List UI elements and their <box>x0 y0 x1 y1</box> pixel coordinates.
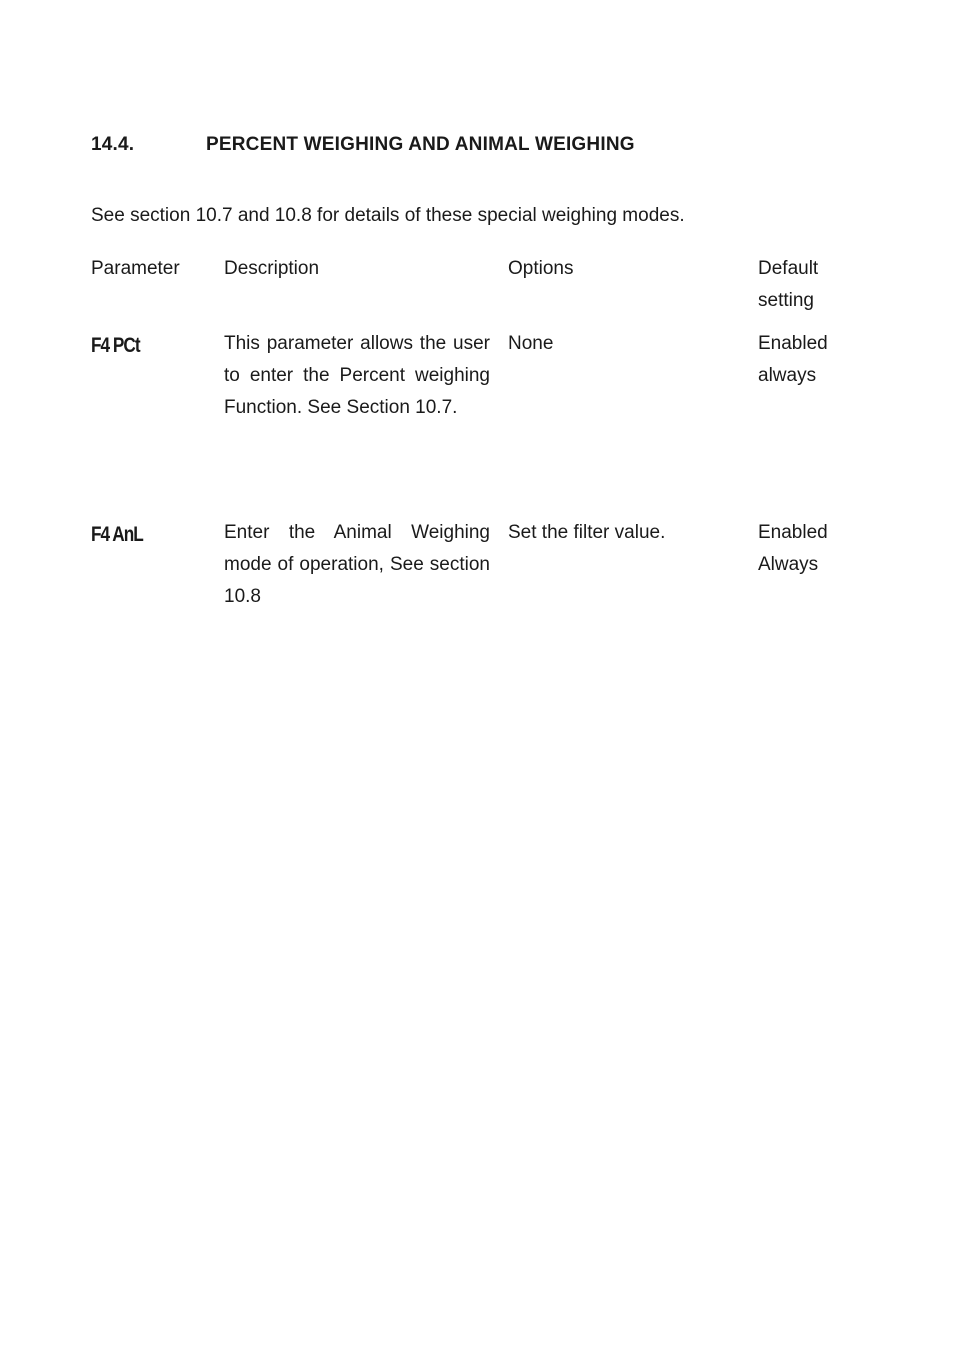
row2-description: Enter the Animal Weighing mode of operation, See section 10.8 <box>224 522 490 607</box>
section-heading <box>91 134 635 156</box>
header-parameter: Parameter <box>91 258 180 279</box>
intro-paragraph: See section 10.7 and 10.8 for details of these special weighing modes. <box>91 205 685 226</box>
row1-options: None <box>508 333 554 354</box>
section-number: 14.4. <box>91 134 135 155</box>
header-options: Options <box>508 258 574 279</box>
row2-options: Set the filter value. <box>508 522 666 543</box>
section-title: PERCENT WEIGHING AND ANIMAL WEIGHING <box>206 134 635 155</box>
row2-default: Enabled Always <box>758 522 828 575</box>
row2-parameter: F4 AnL <box>91 523 143 546</box>
header-description: Description <box>224 258 320 279</box>
row1-parameter: F4 PCt <box>91 334 140 357</box>
header-default: Default setting <box>758 258 819 311</box>
row1-default: Enabled always <box>758 333 828 386</box>
row1-description: This parameter allows the user to enter the Percent weighing Function. See Section 10.7. <box>224 333 490 418</box>
